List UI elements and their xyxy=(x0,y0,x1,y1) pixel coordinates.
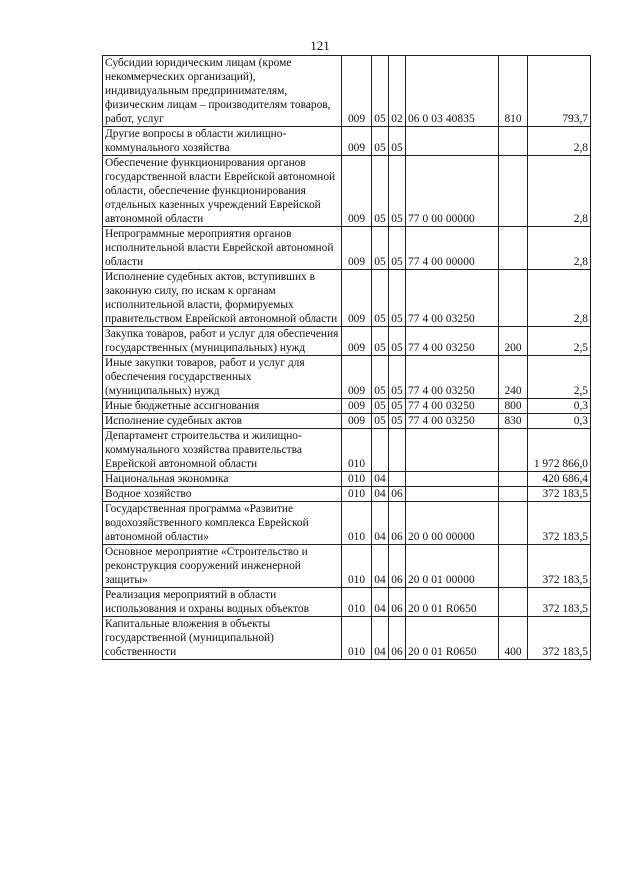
amount-cell: 372 183,5 xyxy=(528,617,591,660)
grbs-code-cell: 009 xyxy=(342,270,372,327)
row-name-cell: Основное мероприятие «Строительство и реконструкция сооружений инженерной защиты» xyxy=(103,545,342,588)
amount-cell: 372 183,5 xyxy=(528,545,591,588)
target-article-cell: 77 4 00 03250 xyxy=(406,399,499,414)
amount-cell: 372 183,5 xyxy=(528,588,591,617)
expense-type-cell: 830 xyxy=(499,414,528,429)
amount-cell: 793,7 xyxy=(528,56,591,127)
section-code-cell: 04 xyxy=(372,502,389,545)
amount-cell: 0,3 xyxy=(528,399,591,414)
row-name-cell: Обеспечение функционирования органов государственной власти Еврейской автономной области, обеспечение функционирования отдельных казенных учреждений Еврейской автономной области xyxy=(103,156,342,227)
grbs-code-cell: 009 xyxy=(342,399,372,414)
subsection-code-cell: 06 xyxy=(389,617,406,660)
expense-type-cell xyxy=(499,588,528,617)
amount-cell: 420 686,4 xyxy=(528,472,591,487)
subsection-code-cell: 05 xyxy=(389,414,406,429)
table-row xyxy=(103,429,591,472)
expense-type-cell xyxy=(499,429,528,472)
target-article-cell: 77 4 00 03250 xyxy=(406,356,499,399)
section-code-cell: 05 xyxy=(372,56,389,127)
table-row xyxy=(103,227,591,270)
row-name-cell: Другие вопросы в области жилищно-коммунального хозяйства xyxy=(103,127,342,156)
section-code-cell: 04 xyxy=(372,588,389,617)
table-body xyxy=(103,56,591,660)
budget-table xyxy=(102,55,591,660)
grbs-code-cell: 009 xyxy=(342,356,372,399)
target-article-cell: 06 0 03 40835 xyxy=(406,56,499,127)
amount-cell: 1 972 866,0 xyxy=(528,429,591,472)
table-row xyxy=(103,617,591,660)
grbs-code-cell: 009 xyxy=(342,414,372,429)
page-number: 121 xyxy=(310,38,330,53)
row-name-cell: Департамент строительства и жилищно-коммунального хозяйства правительства Еврейской автономной области xyxy=(103,429,342,472)
grbs-code-cell: 010 xyxy=(342,545,372,588)
row-name-cell: Капитальные вложения в объекты государственной (муниципальной) собственности xyxy=(103,617,342,660)
amount-cell: 0,3 xyxy=(528,414,591,429)
section-code-cell: 04 xyxy=(372,472,389,487)
subsection-code-cell: 06 xyxy=(389,588,406,617)
section-code-cell: 05 xyxy=(372,356,389,399)
table-row xyxy=(103,327,591,356)
section-code-cell: 05 xyxy=(372,127,389,156)
subsection-code-cell: 06 xyxy=(389,545,406,588)
expense-type-cell: 240 xyxy=(499,356,528,399)
target-article-cell xyxy=(406,429,499,472)
table-row xyxy=(103,588,591,617)
expense-type-cell xyxy=(499,487,528,502)
expense-type-cell xyxy=(499,127,528,156)
subsection-code-cell: 02 xyxy=(389,56,406,127)
subsection-code-cell: 05 xyxy=(389,356,406,399)
subsection-code-cell: 06 xyxy=(389,487,406,502)
subsection-code-cell: 05 xyxy=(389,227,406,270)
grbs-code-cell: 010 xyxy=(342,429,372,472)
amount-cell: 2,8 xyxy=(528,227,591,270)
expense-type-cell xyxy=(499,270,528,327)
table-row xyxy=(103,399,591,414)
table-row xyxy=(103,356,591,399)
target-article-cell: 77 4 00 03250 xyxy=(406,414,499,429)
table-row xyxy=(103,414,591,429)
row-name-cell: Национальная экономика xyxy=(103,472,342,487)
section-code-cell: 05 xyxy=(372,399,389,414)
grbs-code-cell: 010 xyxy=(342,487,372,502)
row-name-cell: Иные закупки товаров, работ и услуг для обеспечения государственных (муниципальных) нужд xyxy=(103,356,342,399)
section-code-cell: 05 xyxy=(372,270,389,327)
target-article-cell: 77 4 00 00000 xyxy=(406,227,499,270)
target-article-cell xyxy=(406,487,499,502)
row-name-cell: Закупка товаров, работ и услуг для обеспечения государственных (муниципальных) нужд xyxy=(103,327,342,356)
grbs-code-cell: 009 xyxy=(342,327,372,356)
subsection-code-cell: 05 xyxy=(389,156,406,227)
expense-type-cell: 400 xyxy=(499,617,528,660)
section-code-cell: 04 xyxy=(372,545,389,588)
section-code-cell: 05 xyxy=(372,327,389,356)
row-name-cell: Иные бюджетные ассигнования xyxy=(103,399,342,414)
amount-cell: 2,8 xyxy=(528,270,591,327)
grbs-code-cell: 010 xyxy=(342,588,372,617)
row-name-cell: Водное хозяйство xyxy=(103,487,342,502)
table-row xyxy=(103,502,591,545)
target-article-cell: 20 0 00 00000 xyxy=(406,502,499,545)
grbs-code-cell: 009 xyxy=(342,56,372,127)
target-article-cell: 77 0 00 00000 xyxy=(406,156,499,227)
subsection-code-cell: 05 xyxy=(389,327,406,356)
target-article-cell: 20 0 01 00000 xyxy=(406,545,499,588)
subsection-code-cell xyxy=(389,472,406,487)
expense-type-cell: 200 xyxy=(499,327,528,356)
expense-type-cell xyxy=(499,227,528,270)
grbs-code-cell: 010 xyxy=(342,617,372,660)
table-row xyxy=(103,56,591,127)
amount-cell: 2,5 xyxy=(528,327,591,356)
expense-type-cell xyxy=(499,156,528,227)
section-code-cell xyxy=(372,429,389,472)
table-row xyxy=(103,127,591,156)
grbs-code-cell: 010 xyxy=(342,502,372,545)
table-row xyxy=(103,156,591,227)
subsection-code-cell xyxy=(389,429,406,472)
section-code-cell: 05 xyxy=(372,156,389,227)
table-row xyxy=(103,472,591,487)
table-row xyxy=(103,270,591,327)
amount-cell: 2,8 xyxy=(528,127,591,156)
section-code-cell: 05 xyxy=(372,227,389,270)
row-name-cell: Реализация мероприятий в области использования и охраны водных объектов xyxy=(103,588,342,617)
row-name-cell: Государственная программа «Развитие водохозяйственного комплекса Еврейской автономной области» xyxy=(103,502,342,545)
row-name-cell: Субсидии юридическим лицам (кроме некоммерческих организаций), индивидуальным предпринимателям, физическим лицам – производителям товаров, работ, услуг xyxy=(103,56,342,127)
subsection-code-cell: 05 xyxy=(389,399,406,414)
target-article-cell xyxy=(406,127,499,156)
row-name-cell: Непрограммные мероприятия органов исполнительной власти Еврейской автономной области xyxy=(103,227,342,270)
grbs-code-cell: 009 xyxy=(342,227,372,270)
expense-type-cell xyxy=(499,545,528,588)
amount-cell: 372 183,5 xyxy=(528,487,591,502)
section-code-cell: 04 xyxy=(372,617,389,660)
expense-type-cell xyxy=(499,502,528,545)
target-article-cell xyxy=(406,472,499,487)
expense-type-cell: 800 xyxy=(499,399,528,414)
amount-cell: 2,8 xyxy=(528,156,591,227)
subsection-code-cell: 05 xyxy=(389,270,406,327)
table-row xyxy=(103,487,591,502)
expense-type-cell: 810 xyxy=(499,56,528,127)
table-row xyxy=(103,545,591,588)
section-code-cell: 05 xyxy=(372,414,389,429)
grbs-code-cell: 009 xyxy=(342,156,372,227)
amount-cell: 372 183,5 xyxy=(528,502,591,545)
target-article-cell: 20 0 01 R0650 xyxy=(406,588,499,617)
subsection-code-cell: 06 xyxy=(389,502,406,545)
grbs-code-cell: 009 xyxy=(342,127,372,156)
expense-type-cell xyxy=(499,472,528,487)
subsection-code-cell: 05 xyxy=(389,127,406,156)
row-name-cell: Исполнение судебных актов, вступивших в законную силу, по искам к органам исполнительной власти, формируемых правительством Еврейской автономной области xyxy=(103,270,342,327)
row-name-cell: Исполнение судебных актов xyxy=(103,414,342,429)
grbs-code-cell: 010 xyxy=(342,472,372,487)
section-code-cell: 04 xyxy=(372,487,389,502)
target-article-cell: 20 0 01 R0650 xyxy=(406,617,499,660)
amount-cell: 2,5 xyxy=(528,356,591,399)
target-article-cell: 77 4 00 03250 xyxy=(406,327,499,356)
target-article-cell: 77 4 00 03250 xyxy=(406,270,499,327)
